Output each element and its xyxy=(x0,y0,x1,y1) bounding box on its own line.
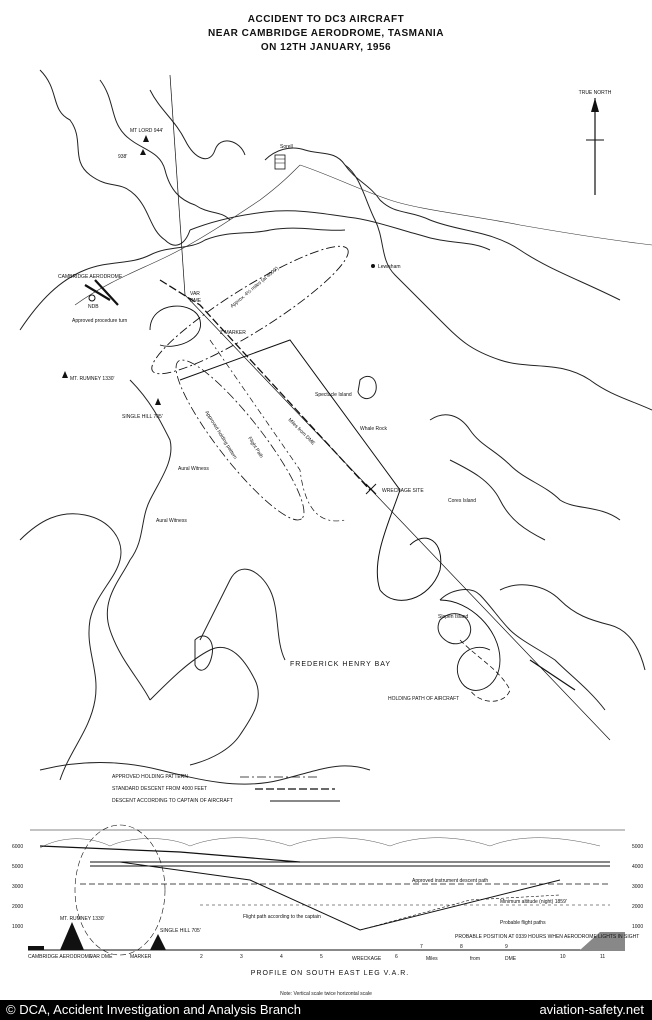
profile-cambridge: CAMBRIDGE AERODROME xyxy=(28,954,93,960)
label-spectacle: Spectacle Island xyxy=(315,392,352,398)
north-arrow-label: TRUE NORTH xyxy=(578,90,612,96)
profile-var-dme: VAR DME xyxy=(90,954,113,960)
flight-tracks xyxy=(141,75,610,740)
wreckage-marker xyxy=(366,484,376,494)
label-dme: DME xyxy=(190,298,202,304)
profile-title: PROFILE ON SOUTH EAST LEG V.A.R. xyxy=(250,970,410,977)
footer-bar xyxy=(0,1000,652,1020)
profile-right-altitudes xyxy=(632,844,643,930)
profile-x-ticks xyxy=(200,944,605,960)
legend-label-1: APPROVED HOLDING PATTERN xyxy=(112,774,188,780)
title-line3: ON 12TH JANUARY, 1956 xyxy=(260,42,392,53)
cambridge-runway xyxy=(85,280,118,305)
label-z-marker: Z MARKER xyxy=(220,330,246,336)
label-holding-path: HOLDING PATH OF AIRCRAFT xyxy=(388,696,460,702)
x-tick: 10 xyxy=(560,954,566,960)
alt-right: 4000 xyxy=(632,864,644,870)
profile-left-altitudes xyxy=(12,844,23,930)
alt-left: 3000 xyxy=(12,884,24,890)
profile-section xyxy=(12,825,643,977)
profile-mt-rumney: MT. RUMNEY 1330' xyxy=(60,916,105,922)
label-miles-dme: Miles from DME xyxy=(286,417,316,447)
profile-dme: DME xyxy=(505,956,517,962)
label-approved-holding: Approved holding pattern xyxy=(203,409,239,461)
title-line1: ACCIDENT TO DC3 AIRCRAFT xyxy=(247,14,405,25)
label-aural2: Aural Witness xyxy=(156,518,187,524)
peak-markers xyxy=(62,135,161,405)
profile-from: from xyxy=(470,956,480,962)
profile-clouds xyxy=(40,838,600,848)
label-aural1: Aural Witness xyxy=(178,466,209,472)
legend xyxy=(112,774,340,804)
x-tick: 4 xyxy=(280,954,283,960)
profile-marker: MARKER xyxy=(130,954,152,960)
label-flight-path: Flight Path xyxy=(246,435,265,460)
profile-min-alt: Minimum altitude (night) 1859' xyxy=(500,899,567,905)
x-tick: 2 xyxy=(200,954,203,960)
alt-right: 1000 xyxy=(632,924,644,930)
x-tick: 11 xyxy=(600,954,606,960)
label-cambridge: CAMBRIDGE AERODROME xyxy=(58,274,123,280)
label-mt-rumney: MT. RUMNEY 1330' xyxy=(70,376,115,382)
label-938: 938' xyxy=(118,154,128,160)
footer-site-link[interactable]: aviation-safety.net xyxy=(539,1002,644,1017)
alt-left: 1000 xyxy=(12,924,24,930)
legend-label-2: STANDARD DESCENT FROM 4000 FEET xyxy=(112,786,208,792)
footer-credit: © DCA, Accident Investigation and Analysis Branch xyxy=(6,1002,302,1017)
label-ndb: NDB xyxy=(88,304,99,310)
profile-probable: Probable flight paths xyxy=(500,920,546,926)
profile-single-hill: SINGLE HILL 705' xyxy=(160,928,201,934)
roads xyxy=(75,165,652,305)
x-tick: 5 xyxy=(320,954,323,960)
label-wreckage: WRECKAGE SITE xyxy=(382,488,424,494)
label-lewisham: Lewisham xyxy=(378,264,401,270)
x-tick: 8 xyxy=(460,944,463,950)
alt-left: 5000 xyxy=(12,864,24,870)
title-line2: NEAR CAMBRIDGE AERODROME, TASMANIA xyxy=(208,28,444,39)
alt-left: 2000 xyxy=(12,904,24,910)
label-approved-turn: Approved procedure turn xyxy=(72,318,128,324)
x-tick: 3 xyxy=(240,954,243,960)
x-tick: 7 xyxy=(420,944,423,950)
profile-probable-pos: PROBABLE POSITION AT 0339 HOURS WHEN AERODROME LIGHTS IN SIGHT xyxy=(455,934,640,940)
label-single-hill: SINGLE HILL 705' xyxy=(122,414,163,420)
label-cores: Cores Island xyxy=(448,498,477,504)
label-frederick: FREDERICK HENRY BAY xyxy=(290,661,392,668)
north-arrow xyxy=(579,90,612,195)
profile-wreckage: WRECKAGE xyxy=(352,956,382,962)
label-var: VAR xyxy=(190,291,200,297)
ndb-symbol xyxy=(89,295,95,301)
sorell-town xyxy=(275,155,285,169)
profile-captain-path: Flight path according to the captain xyxy=(243,914,321,920)
x-tick: 9 xyxy=(505,944,508,950)
lewisham-dot xyxy=(371,264,375,268)
label-mt-lord: MT LORD 944' xyxy=(130,128,164,134)
scale-note: Note: Vertical scale twice horizontal scale xyxy=(280,991,372,997)
alt-right: 3000 xyxy=(632,884,644,890)
alt-left: 6000 xyxy=(12,844,24,850)
label-sorell: Sorell xyxy=(280,144,293,150)
coastlines xyxy=(20,70,652,784)
alt-right: 5000 xyxy=(632,844,644,850)
legend-label-3: DESCENT ACCORDING TO CAPTAIN OF AIRCRAFT xyxy=(112,798,233,804)
label-approx-miles: Approx. 4½ miles (at 4000') xyxy=(229,265,281,310)
alt-right: 2000 xyxy=(632,904,644,910)
x-tick: 6 xyxy=(395,954,398,960)
label-whale-rock: Whale Rock xyxy=(360,426,387,432)
profile-miles: Miles xyxy=(426,956,438,962)
profile-approved-path: Approved instrument descent path xyxy=(412,878,489,884)
label-slopen: Slopen Island xyxy=(438,614,469,620)
